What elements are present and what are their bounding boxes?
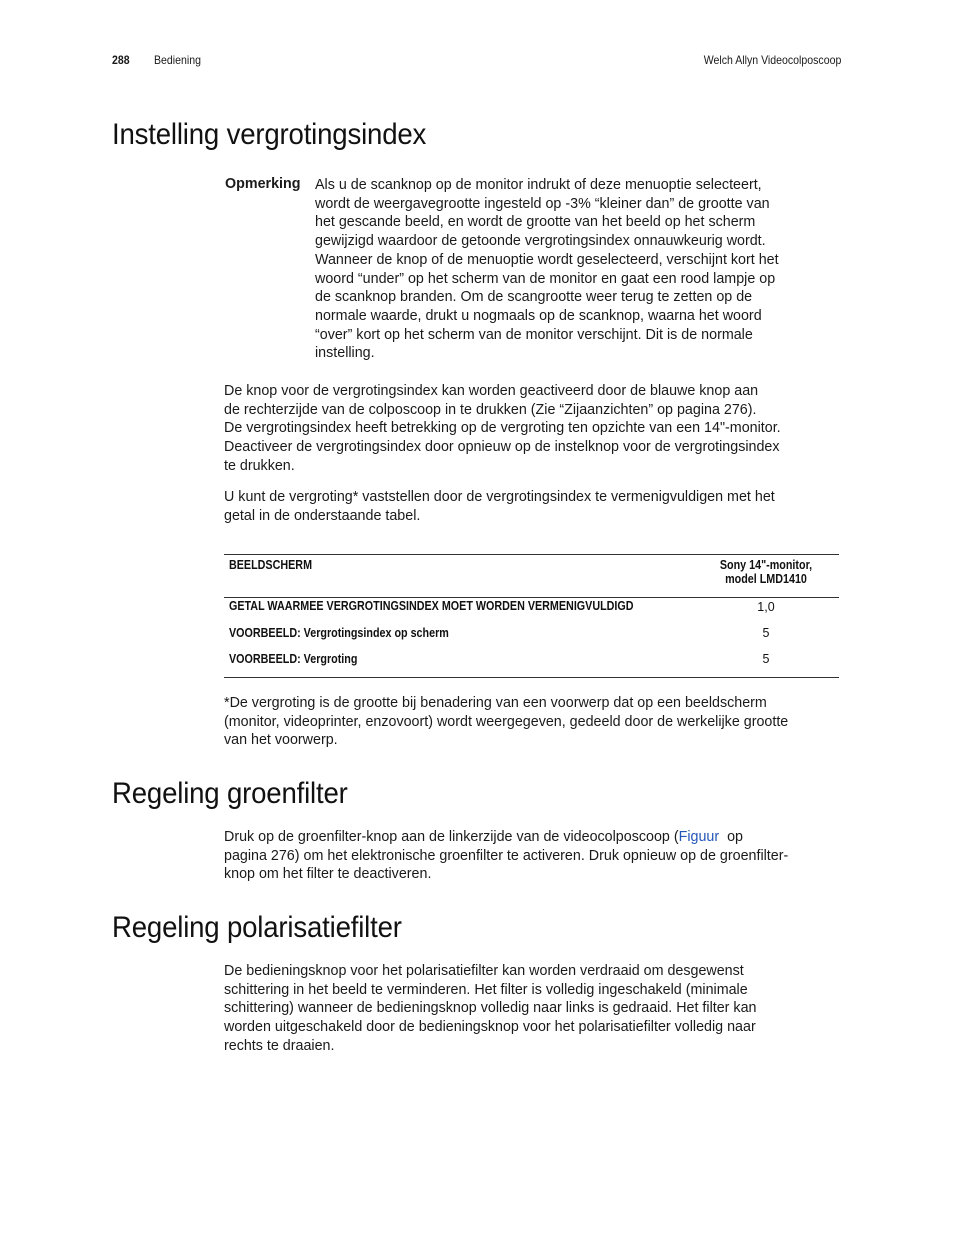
table-header-display: BEELDSCHERM [229, 558, 313, 572]
paragraph-index-button [224, 382, 844, 476]
text-before-link: Druk op de groenfilter-knop aan de linkerzijde van de videocolposcoop ( [224, 829, 679, 845]
paragraph-line: pagina 276) om het elektronische groenfilter te activeren. Druk opnieuw op de groenfilter- [224, 847, 789, 864]
paragraph-line: De knop voor de vergrotingsindex kan worden geactiveerd door de blauwe knop aan [224, 383, 759, 399]
section-title-vergrotingsindex: Instelling vergrotingsindex [112, 118, 427, 151]
note-line: Wanneer de knop of de menuoptie wordt geselecteerd, verschijnt kort het [315, 251, 779, 268]
paragraph-line: worden uitgeschakeld door de bedieningsknop voor het polarisatiefilter volledig naar [224, 1019, 756, 1036]
table-divider [224, 597, 839, 598]
note-line: Als u de scanknop op de monitor indrukt of deze menuoptie selecteert, [315, 177, 762, 193]
paragraph-line: de rechterzijde van de colposcoop in te drukken (Zie “Zijaanzichten” op pagina 276). [224, 401, 757, 418]
table-row-value: 5 [762, 652, 770, 666]
paragraph-line: schittering) wanneer de bedieningsknop volledig naar links is gedraaid. Het filter kan [224, 1000, 757, 1017]
paragraph-line: U kunt de vergroting* vaststellen door de vergrotingsindex te vermenigvuldigen met het [224, 489, 775, 505]
table-header-line: Sony 14"-monitor, [719, 558, 813, 572]
running-product-title: Welch Allyn Videocolposcoop [703, 53, 841, 67]
paragraph-line: schittering in het beeld te verminderen. Het filter is volledig ingeschakeld (minimale [224, 981, 748, 998]
figure-link[interactable]: Figuur [678, 829, 720, 845]
table-row-label: VOORBEELD: Vergrotingsindex op scherm [229, 626, 449, 640]
note-line: instelling. [315, 345, 375, 362]
text-after-link: op [719, 829, 743, 845]
note-line: wordt de weergavegrootte ingesteld op -3% “kleiner dan” de grootte van [315, 195, 770, 212]
paragraph-groenfilter [224, 828, 844, 884]
table-header-monitor [702, 558, 831, 586]
footnote-line: (monitor, videoprinter, enzovoort) wordt weergegeven, gedeeld door de werkelijke grootte [224, 713, 789, 730]
table-header-line: model LMD1410 [725, 572, 807, 586]
paragraph-line: rechts te draaien. [224, 1037, 335, 1054]
paragraph-line: Deactiveer de vergrotingsindex door opnieuw op de instelknop voor de vergrotingsindex [224, 439, 780, 456]
magnification-table [224, 554, 839, 678]
note-text [315, 176, 835, 363]
table-row-label: VOORBEELD: Vergroting [229, 652, 358, 666]
footnote-line: *De vergroting is de grootte bij benadering van een voorwerp dat op een beeldscherm [224, 695, 767, 711]
section-title-polarisatiefilter: Regeling polarisatiefilter [112, 911, 402, 944]
running-section-title: Bediening [154, 53, 201, 67]
table-row-value: 1,0 [757, 600, 775, 614]
note-line: gewijzigd waardoor de getoonde vergrotingsindex onnauwkeurig wordt. [315, 233, 766, 250]
table-row-label: GETAL WAARMEE VERGROTINGSINDEX MOET WORDEN VERMENIGVULDIGD [229, 599, 634, 613]
paragraph-line: knop om het filter te deactiveren. [224, 866, 432, 883]
paragraph-line: De bedieningsknop voor het polarisatiefilter kan worden verdraaid om desgewenst [224, 963, 744, 979]
paragraph-polarisatiefilter [224, 962, 844, 1056]
note-line: “over” kort op het scherm van de monitor verschijnt. Dit is de normale [315, 326, 753, 343]
note-line: woord “under” op het scherm van de monitor en gaat een rood lampje op [315, 270, 776, 287]
paragraph-line: te drukken. [224, 457, 295, 474]
note-line: het gescande beeld, en wordt de grootte van het beeld op het scherm [315, 214, 756, 231]
paragraph-line: getal in de onderstaande tabel. [224, 507, 421, 524]
paragraph-magnification [224, 488, 844, 525]
footnote [224, 694, 844, 750]
page-number: 288 [112, 53, 130, 67]
paragraph-line: De vergrotingsindex heeft betrekking op de vergroting ten opzichte van een 14"-monitor. [224, 420, 781, 437]
section-title-groenfilter: Regeling groenfilter [112, 777, 348, 810]
table-row-value: 5 [762, 626, 770, 640]
paragraph-line [224, 828, 844, 847]
footnote-line: van het voorwerp. [224, 732, 338, 749]
note-line: de scanknop branden. Om de scangrootte weer terug te zetten op de [315, 289, 753, 306]
note-label: Opmerking [225, 176, 301, 192]
note-line: normale waarde, drukt u nogmaals op de scanknop, waarna het woord [315, 307, 762, 324]
